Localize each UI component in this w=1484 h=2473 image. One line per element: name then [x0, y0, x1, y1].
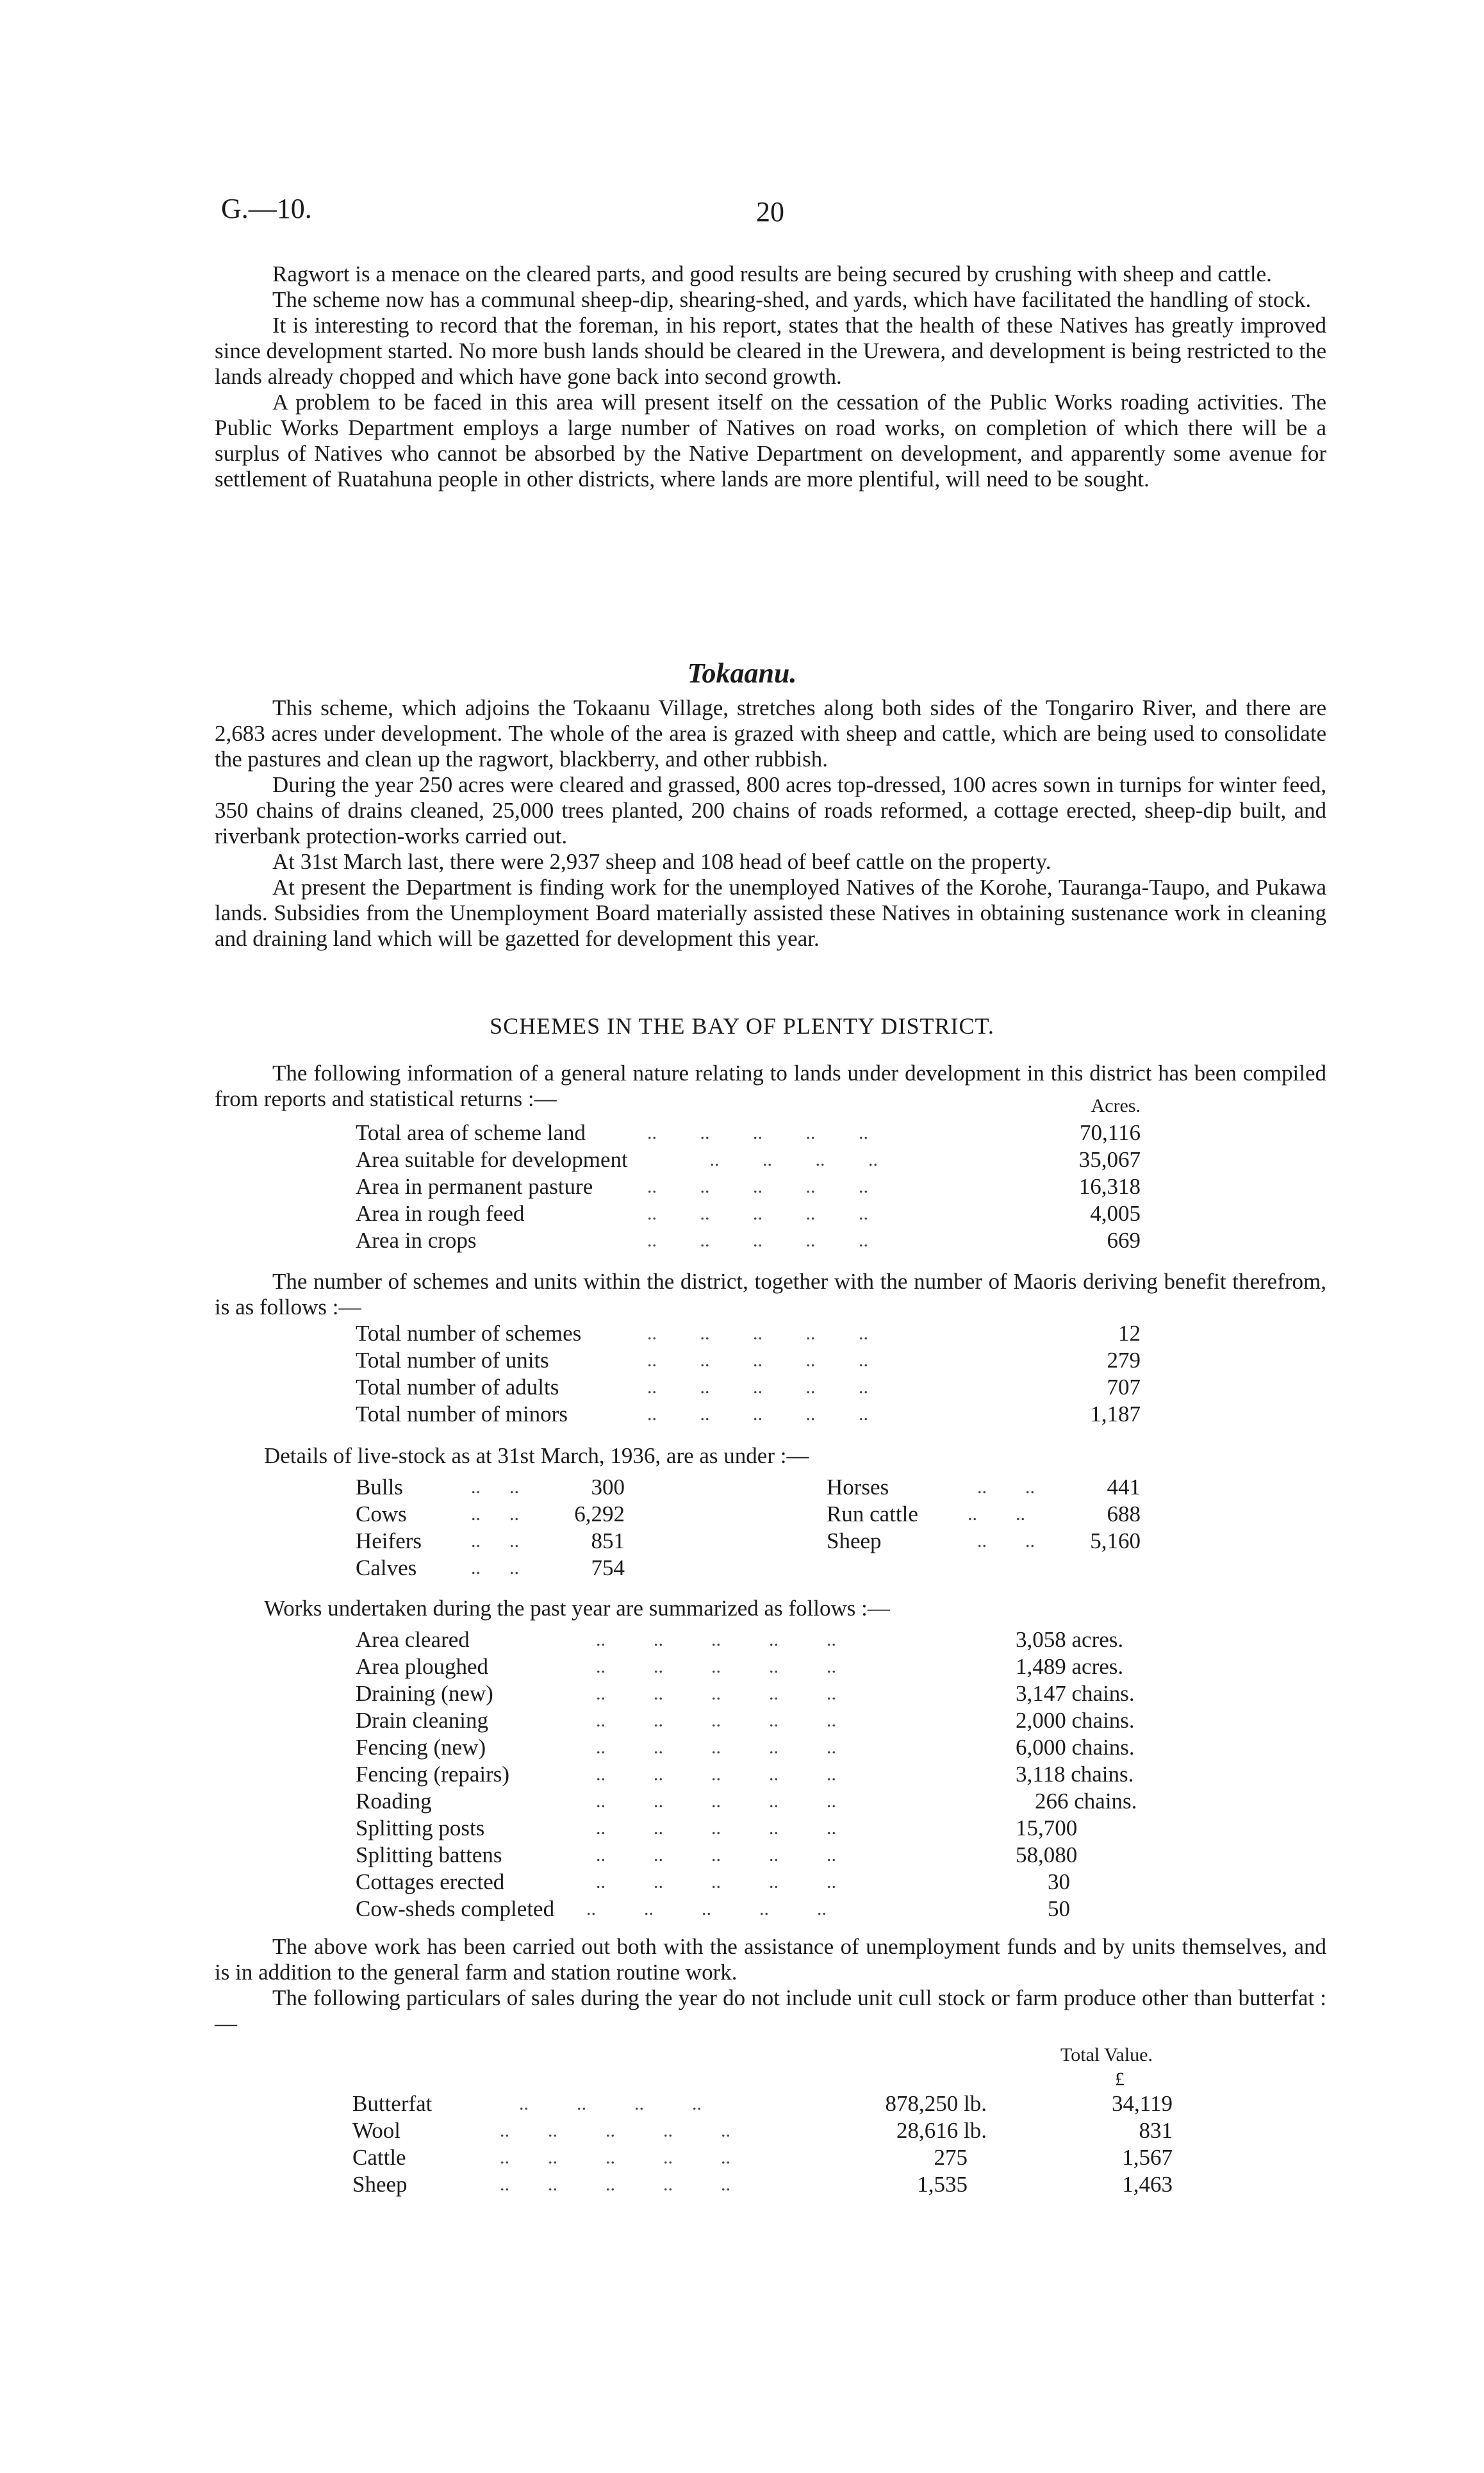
table-row: Fencing (repairs) .. .. .. .. .. 3,118 chains. — [356, 1762, 1134, 1787]
page-number: 20 — [756, 196, 784, 227]
table-row: Area in permanent pasture .. .. .. .. .. 16,318 — [356, 1174, 1141, 1199]
paragraph: It is interesting to record that the foreman, in his report, states that the health of these Natives has greatly improved since development started. No more bush lands should be cleared in the Urewera, and development is being restricted to the lands already chopped and which have gone back into second growth. — [215, 313, 1326, 389]
works-table — [356, 1626, 1157, 1923]
livestock-table-right — [827, 1474, 1141, 1555]
area-table — [356, 1093, 1141, 1254]
table-row: Sheep .. .. 5,160 — [827, 1528, 1141, 1553]
table-row: Sheep .. .. .. .. .. 1,535 1,463 — [352, 2172, 1173, 2197]
paragraph: At present the Department is finding work for the unemployed Natives of the Korohe, Tauranga-Taupo, and Pukawa lands. Subsidies from the Unemployment Board materially assisted these Natives in obtaining sustenance work in cleaning and draining land which will be gazetted for development this year. — [215, 875, 1326, 951]
total-value-header: Total Value. — [1060, 2044, 1153, 2065]
schemes-intro — [215, 1269, 1326, 1320]
table-row: Cattle .. .. .. .. .. 275 1,567 — [352, 2145, 1173, 2170]
table-row: Total number of units .. .. .. .. .. 279 — [356, 1348, 1141, 1373]
livestock-intro: Details of live-stock as at 31st March, 1936, are as under :— — [264, 1443, 809, 1468]
table-row: Drain cleaning .. .. .. .. .. 2,000 chains. — [356, 1708, 1135, 1733]
table-row: Wool .. .. .. .. .. 28,616 lb. 831 — [352, 2118, 1173, 2143]
livestock-table-left — [356, 1474, 625, 1582]
paragraph: The above work has been carried out both with the assistance of unemployment funds and by units themselves, and is in addition to the general farm and station routine work. — [215, 1934, 1326, 1985]
works-note — [215, 1934, 1326, 2037]
table-row: Heifers .. .. 851 — [356, 1528, 625, 1553]
table-row: Cows .. .. 6,292 — [356, 1501, 625, 1526]
section-heading-tokaanu: Tokaanu. — [687, 658, 797, 689]
table-row: Splitting posts .. .. .. .. .. 15,700 — [356, 1815, 1078, 1840]
paragraph: A problem to be faced in this area will present itself on the cessation of the Public Works roading activities. The Public Works Department employs a large number of Natives on road works, on completion of which there will be a surplus of Natives who cannot be absorbed by the Native Department on development, and apparently some avenue for settlement of Ruatahuna people in other districts, where lands are more plentiful, will need to be sought. — [215, 390, 1326, 492]
table-row: Cottages erected .. .. .. .. .. 30 — [356, 1869, 1070, 1894]
table-row: Calves .. .. 754 — [356, 1555, 625, 1580]
table-row: Total number of minors .. .. .. .. .. 1,187 — [356, 1402, 1141, 1427]
paragraph: The following particulars of sales during the year do not include unit cull stock or farm produce other than butterfat :— — [215, 1985, 1326, 2036]
acres-column-header: Acres. — [1091, 1095, 1141, 1116]
table-row: Total number of adults .. .. .. .. .. 707 — [356, 1375, 1141, 1400]
table-row: Area suitable for development .. .. .. .. 35,067 — [356, 1147, 1141, 1172]
paragraph: The following information of a general nature relating to lands under development in this district has been compiled from reports and statistical returns :— — [215, 1061, 1326, 1111]
schemes-table — [356, 1320, 1141, 1428]
table-row: Cow-sheds completed .. .. .. .. .. 50 — [356, 1896, 1070, 1921]
table-row: Area ploughed .. .. .. .. .. 1,489 acres. — [356, 1654, 1124, 1679]
paragraph: Ragwort is a menace on the cleared parts, and good results are being secured by crushing with sheep and cattle. — [272, 261, 1272, 286]
section-heading-bay-of-plenty: SCHEMES IN THE BAY OF PLENTY DISTRICT. — [490, 1013, 994, 1039]
table-row: Total area of scheme land .. .. .. .. .. 70,116 — [356, 1120, 1141, 1145]
intro-section — [215, 261, 1326, 492]
sales-table — [352, 2090, 1173, 2198]
table-row: Area in rough feed .. .. .. .. .. 4,005 — [356, 1201, 1141, 1226]
report-reference: G.—10. — [221, 193, 312, 224]
table-row: Area cleared .. .. .. .. .. 3,058 acres. — [356, 1627, 1124, 1652]
table-row: Fencing (new) .. .. .. .. .. 6,000 chains. — [356, 1735, 1135, 1760]
works-intro: Works undertaken during the past year are summarized as follows :— — [264, 1596, 890, 1621]
table-row: Horses .. .. 441 — [827, 1475, 1141, 1500]
table-row: Total number of schemes .. .. .. .. .. 12 — [356, 1321, 1141, 1346]
table-row: Run cattle .. .. 688 — [827, 1501, 1141, 1526]
paragraph: This scheme, which adjoins the Tokaanu Village, stretches along both sides of the Tongariro River, and there are 2,683 acres under development. The whole of the area is grazed with sheep and cattle, which are being used to consolidate the pastures and clean up the ragwort, blackberry, and other rubbish. — [215, 695, 1326, 772]
table-row: Splitting battens .. .. .. .. .. 58,080 — [356, 1842, 1078, 1867]
paragraph: The scheme now has a communal sheep-dip, shearing-shed, and yards, which have facilitated the handling of stock. — [272, 287, 1312, 312]
table-row: Draining (new) .. .. .. .. .. 3,147 chains. — [356, 1681, 1135, 1706]
tokaanu-section — [215, 695, 1326, 952]
paragraph: The number of schemes and units within the district, together with the number of Maoris deriving benefit therefrom, is as follows :— — [215, 1269, 1326, 1319]
currency-symbol: £ — [1115, 2069, 1125, 2090]
table-row: Bulls .. .. 300 — [356, 1475, 625, 1500]
table-row: Roading .. .. .. .. .. 266 chains. — [356, 1789, 1137, 1814]
paragraph: At 31st March last, there were 2,937 sheep and 108 head of beef cattle on the property. — [272, 849, 1051, 874]
table-row: Area in crops .. .. .. .. .. 669 — [356, 1228, 1141, 1253]
table-row: Butterfat .. .. .. .. 878,250 lb. 34,119 — [352, 2091, 1173, 2116]
paragraph: During the year 250 acres were cleared and grassed, 800 acres top-dressed, 100 acres sown in turnips for winter feed, 350 chains of drains cleaned, 25,000 trees planted, 200 chains of roads reformed, a cottage erected, sheep-dip built, and riverbank protection-works carried out. — [215, 772, 1326, 848]
